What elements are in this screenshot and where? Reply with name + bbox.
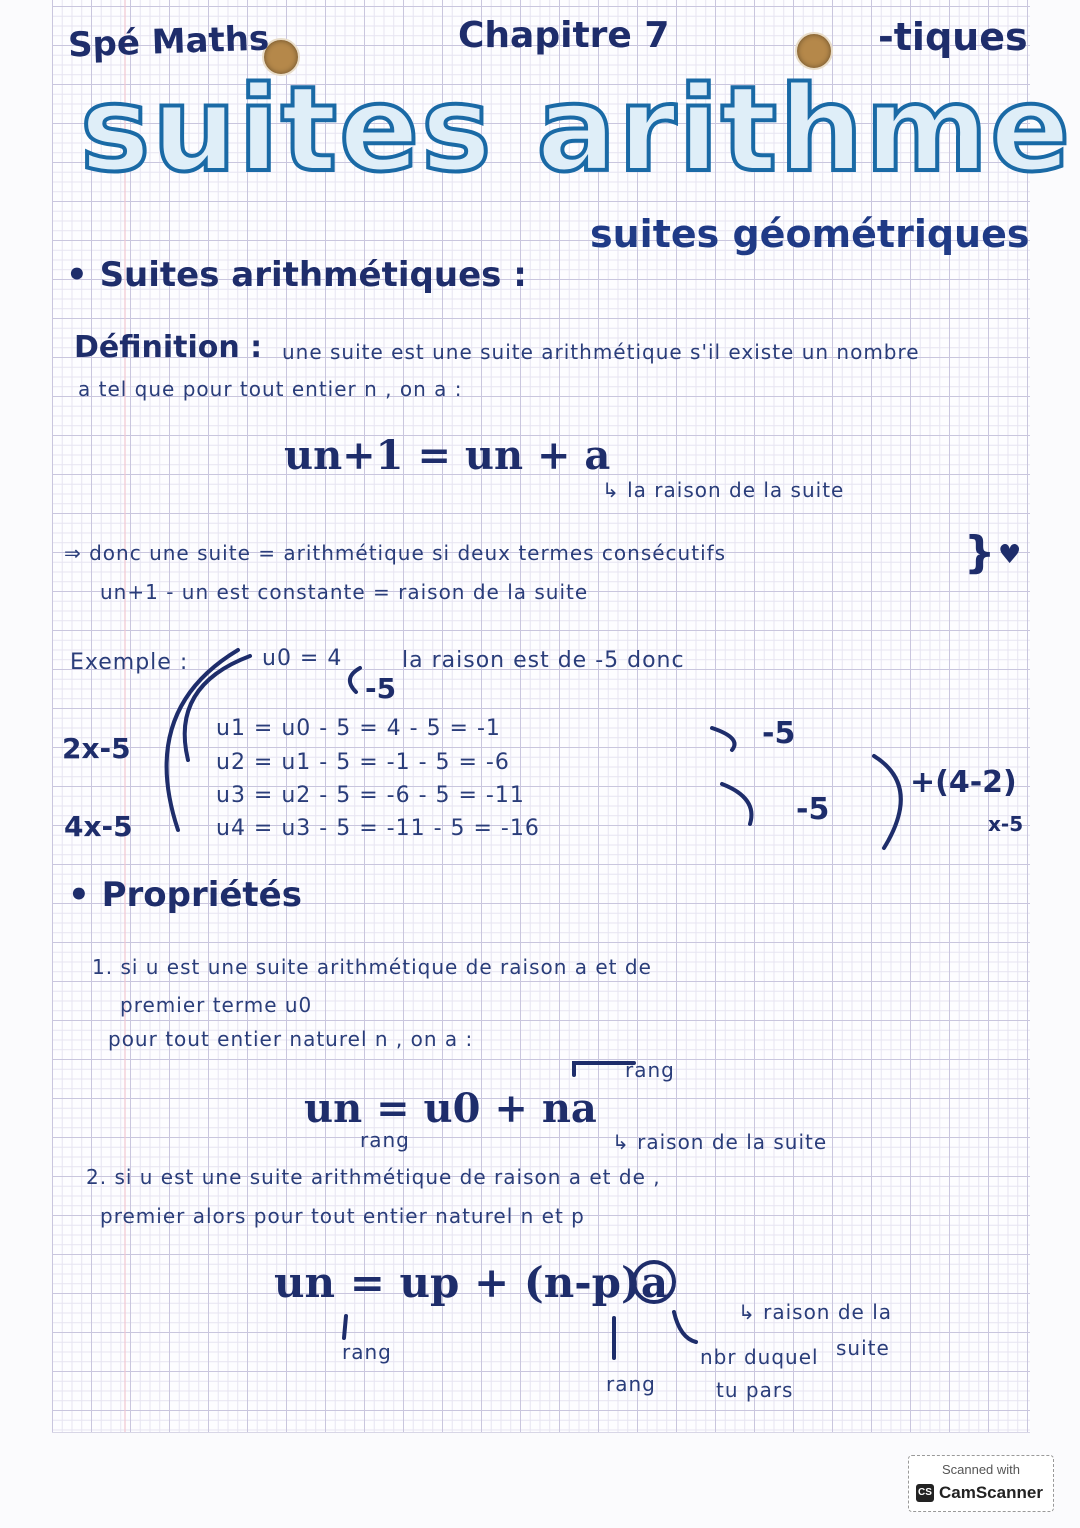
- property-2-rang-mid: rang: [606, 1372, 656, 1396]
- example-bracket-note: x-5: [988, 812, 1024, 836]
- definition-text-1: une suite est une suite arithmétique s'il existe un nombre: [282, 340, 920, 364]
- definition-formula: un+1 = un + a: [284, 432, 611, 479]
- property-1-line-1: 1. si u est une suite arithmétique de raison a et de: [92, 955, 652, 979]
- title-suffix: -tiques: [878, 15, 1028, 59]
- property-2-line-2: premier alors pour tout entier naturel n et p: [100, 1204, 585, 1228]
- arrow-left-2: [167, 650, 238, 830]
- consequence-line-1: ⇒ donc une suite = arithmétique si deux termes consécutifs: [64, 541, 727, 565]
- camscanner-logo-icon: CS: [916, 1484, 934, 1502]
- property-2-nbr-note: nbr duquel: [700, 1345, 819, 1369]
- arrow-step: [350, 668, 360, 692]
- chapter-label: Chapitre 7: [458, 15, 670, 56]
- definition-text-2: a tel que pour tout entier n , on a :: [78, 377, 463, 401]
- example-right-step: -5: [762, 716, 796, 751]
- arrow-left-1: [185, 656, 250, 760]
- badge-caption: Scanned with: [941, 1462, 1021, 1477]
- example-bracket-note: +(4-2): [910, 765, 1017, 800]
- example-row: u1 = u0 - 5 = 4 - 5 = -1: [216, 716, 501, 741]
- property-2-formula: un = up + (n-p)a: [274, 1258, 669, 1307]
- arrow-rang-top: [574, 1063, 634, 1075]
- example-left-note: 2x-5: [62, 732, 131, 765]
- arrow-nbr: [674, 1312, 696, 1342]
- example-reason: la raison est de -5 donc: [402, 648, 685, 673]
- page-subtitle: suites géométriques: [590, 212, 1030, 256]
- camscanner-badge: [908, 1455, 1054, 1512]
- property-2-raison-note: ↳ raison de la: [738, 1300, 893, 1324]
- example-row: u4 = u3 - 5 = -11 - 5 = -16: [216, 816, 540, 841]
- section-heading-properties: • Propriétés: [68, 875, 302, 915]
- heart-icon: ♥: [998, 540, 1022, 570]
- property-1-rang-bottom: rang: [360, 1128, 410, 1152]
- property-1-note: ↳ raison de la suite: [612, 1130, 828, 1154]
- consequence-line-2: un+1 - un est constante = raison de la suite: [100, 580, 589, 604]
- section-heading-arithmetic: • Suites arithmétiques :: [66, 255, 527, 295]
- formula-note: ↳ la raison de la suite: [602, 478, 845, 502]
- property-1-formula: un = u0 + na: [304, 1085, 597, 1132]
- example-row: u2 = u1 - 5 = -1 - 5 = -6: [216, 750, 510, 775]
- property-1-line-3: pour tout entier naturel n , on a :: [108, 1027, 474, 1051]
- example-label: Exemple :: [70, 650, 189, 675]
- property-2-nbr-note: tu pars: [716, 1378, 794, 1402]
- example-initial: u0 = 4: [262, 646, 343, 671]
- example-row: u3 = u2 - 5 = -6 - 5 = -11: [216, 783, 525, 808]
- arrow-right-3: [874, 756, 901, 848]
- page-title: suites arithme: [80, 60, 1073, 198]
- arrow-right-1: [712, 728, 735, 750]
- example-step: -5: [365, 672, 397, 705]
- example-right-step: -5: [796, 792, 830, 827]
- brace-icon: }: [964, 527, 996, 578]
- property-2-line-1: 2. si u est une suite arithmétique de raison a et de ,: [86, 1165, 661, 1189]
- subject-label: Spé Maths: [67, 18, 270, 66]
- definition-label: Définition :: [74, 330, 263, 365]
- property-2-raison-note: suite: [836, 1336, 890, 1360]
- arrow-right-2: [722, 784, 751, 824]
- arrow-rang-left: [344, 1316, 346, 1338]
- property-2-rang-left: rang: [342, 1340, 392, 1364]
- circle-p: [634, 1262, 674, 1302]
- property-1-rang-top: rang: [625, 1058, 675, 1082]
- example-left-note: 4x-5: [64, 810, 133, 843]
- property-1-line-2: premier terme u0: [120, 993, 313, 1017]
- badge-brand: CamScanner: [939, 1483, 1043, 1502]
